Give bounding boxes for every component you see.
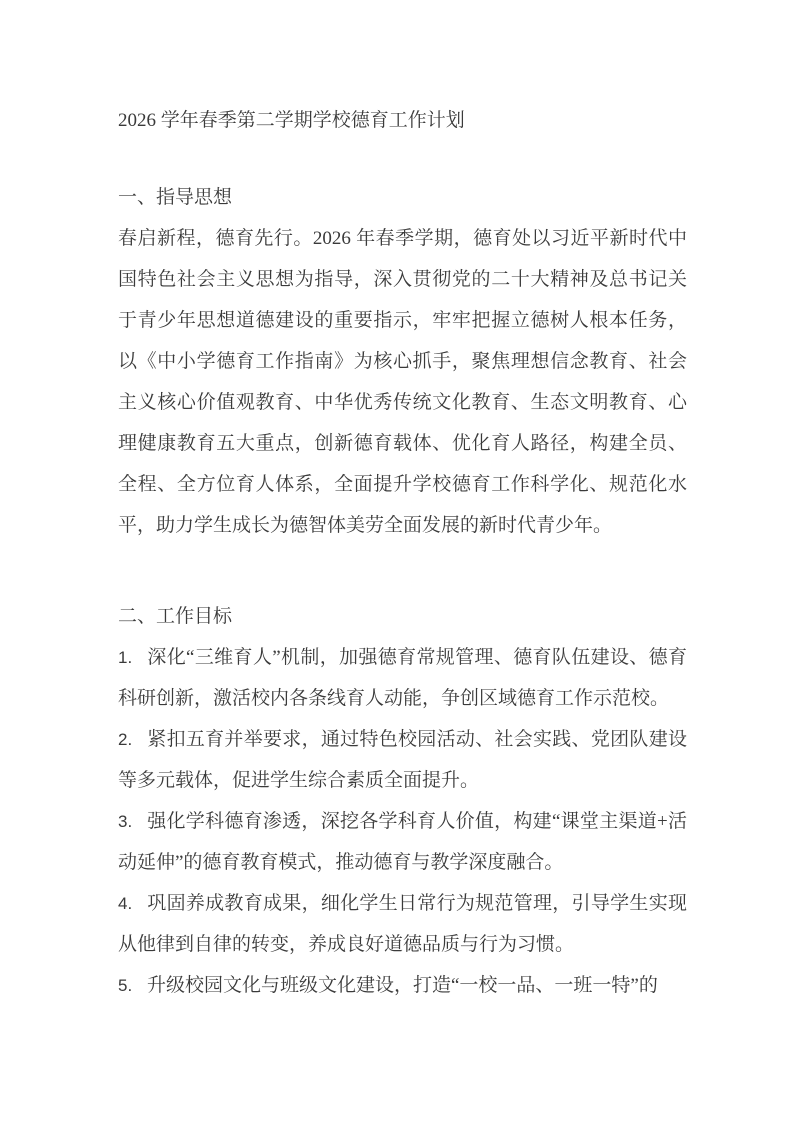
list-item-text: 升级校园文化与班级文化建设，打造“一校一品、一班一特”的	[147, 975, 658, 996]
work-goal-item-1	[118, 637, 687, 719]
list-item-number: 4.	[118, 894, 133, 913]
work-goal-item-2	[118, 719, 687, 801]
section-heading-work-goals: 二、工作目标	[118, 606, 233, 627]
document-title: 2026 学年春季第二学期学校德育工作计划	[118, 110, 465, 131]
work-goal-item-3	[118, 801, 687, 883]
work-goal-item-4	[118, 883, 687, 965]
work-goal-item-5	[118, 965, 687, 1006]
list-item-text: 强化学科德育渗透，深挖各学科育人价值，构建“课堂主渠道+活动延伸”的德育教育模式，推动德育与教学深度融合。	[118, 811, 687, 873]
list-item-text: 巩固养成教育成果，细化学生日常行为规范管理，引导学生实现从他律到自律的转变，养成良好道德品质与行为习惯。	[118, 893, 687, 955]
list-item-number: 1.	[118, 648, 133, 667]
list-item-text: 紧扣五育并举要求，通过特色校园活动、社会实践、党团队建设等多元载体，促进学生综合素质全面提升。	[118, 729, 687, 791]
list-item-number: 2.	[118, 730, 133, 749]
section-heading-guiding-ideology: 一、指导思想	[118, 187, 233, 208]
guiding-ideology-paragraph: 春启新程，德育先行。2026 年春季学期，德育处以习近平新时代中国特色社会主义思想为指导，深入贯彻党的二十大精神及总书记关于青少年思想道德建设的重要指示，牢牢把握立德树人根本任务，以《中小学德育工作指南》为核心抓手，聚焦理想信念教育、社会主义核心价值观教育、中华优秀传统文化教育、生态文明教育、心理健康教育五大重点，创新德育载体、优化育人路径，构建全员、全程、全方位育人体系，全面提升学校德育工作科学化、规范化水平，助力学生成长为德智体美劳全面发展的新时代青少年。	[118, 228, 687, 536]
list-item-text: 深化“三维育人”机制，加强德育常规管理、德育队伍建设、德育科研创新，激活校内各条线育人动能，争创区域德育工作示范校。	[118, 647, 687, 709]
list-item-number: 3.	[118, 812, 133, 831]
list-item-number: 5.	[118, 976, 133, 995]
